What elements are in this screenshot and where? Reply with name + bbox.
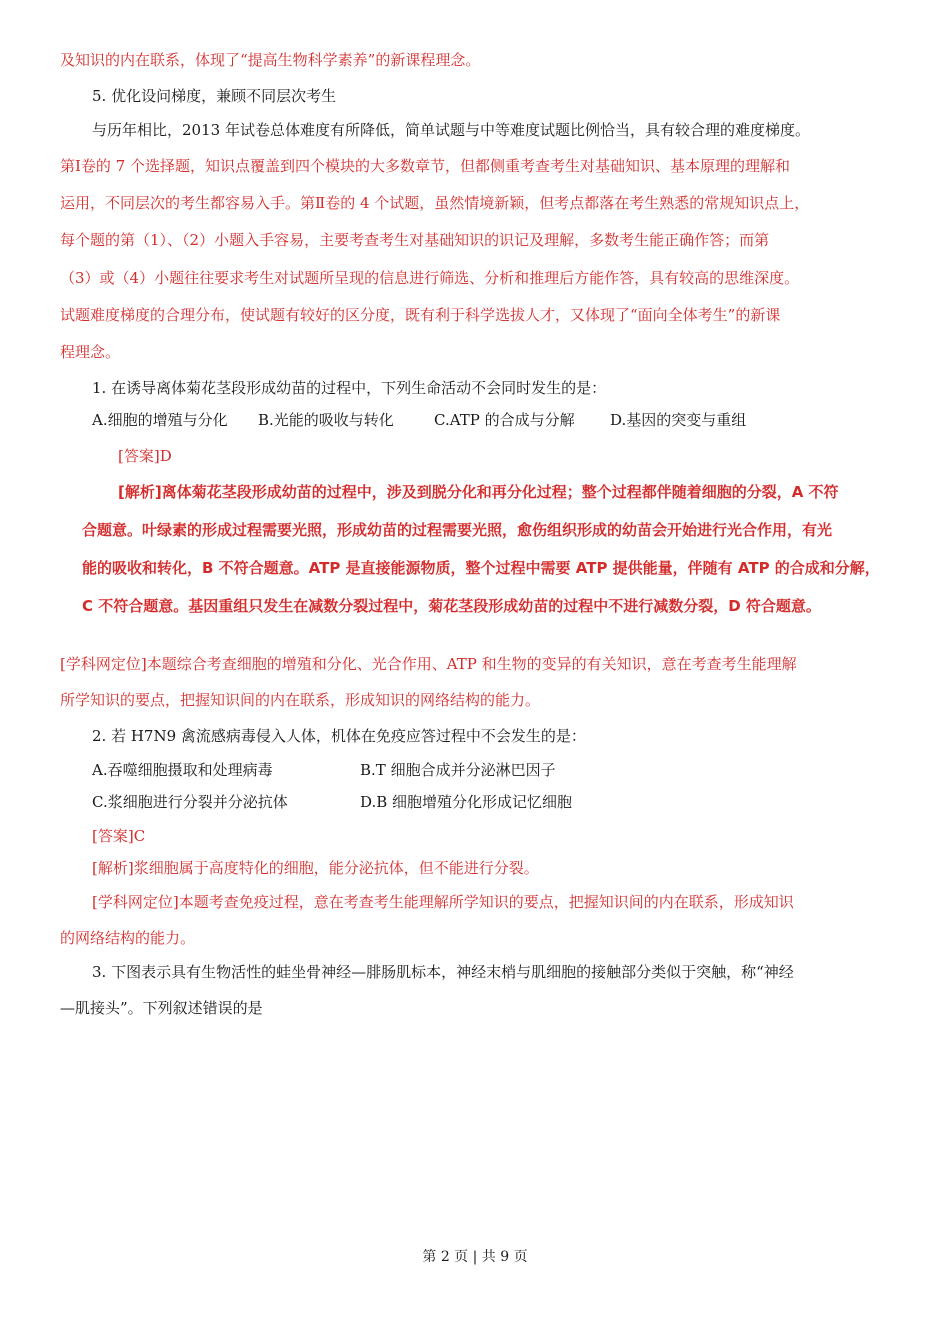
intro-p4: 每个题的第（1）、（2）小题入手容易，主要考查考生对基础知识的识记及理解，多数考生能正确作答；而第 <box>60 231 770 249</box>
intro-p2: 第Ⅰ卷的 7 个选择题，知识点覆盖到四个模块的大多数章节，但都侧重考查考生对基础知识、基本原理的理解和 <box>60 157 791 175</box>
q1-option-a: A.细胞的增殖与分化 <box>92 411 228 429</box>
intro-p7: 程理念。 <box>60 343 121 361</box>
q1-option-c: C.ATP 的合成与分解 <box>434 411 575 429</box>
q2-option-b: B.T 细胞合成并分泌淋巴因子 <box>360 761 556 779</box>
q1-answer: [答案]D <box>118 447 172 465</box>
q2-option-d: D.B 细胞增殖分化形成记忆细胞 <box>360 793 573 811</box>
intro-p6: 试题难度梯度的合理分布，使试题有较好的区分度，既有利于科学选拔人才，又体现了“面向全体考生”的新课 <box>60 306 781 324</box>
q1-explanation-1: [解析]离体菊花茎段形成幼苗的过程中，涉及到脱分化和再分化过程；整个过程都伴随着细胞的分裂，A 不符 <box>118 483 839 501</box>
q3-stem-2: —肌接头”。下列叙述错误的是 <box>60 999 263 1017</box>
q1-explanation-3: 能的吸收和转化，B 不符合题意。ATP 是直接能源物质，整个过程中需要 ATP 提供能量，伴随有 ATP 的合成和分解， <box>82 559 880 577</box>
q2-answer: [答案]C <box>92 827 146 845</box>
intro-p5: （3）或（4）小题往往要求考生对试题所呈现的信息进行筛选、分析和推理后方能作答，具有较高的思维深度。 <box>60 269 800 287</box>
q1-explanation-4: C 不符合题意。基因重组只发生在减数分裂过程中，菊花茎段形成幼苗的过程中不进行减数分裂，D 符合题意。 <box>82 597 821 615</box>
q2-stem: 2. 若 H7N9 禽流感病毒侵入人体，机体在免疫应答过程中不会发生的是： <box>92 727 586 745</box>
q2-location-1: [学科网定位]本题考查免疫过程，意在考查考生能理解所学知识的要点，把握知识间的内在联系，形成知识 <box>92 893 794 911</box>
q1-option-d: D.基因的突变与重组 <box>610 411 747 429</box>
q3-stem-1: 3. 下图表示具有生物活性的蛙坐骨神经—腓肠肌标本，神经末梢与肌细胞的接触部分类似于突触，称“神经 <box>92 963 794 981</box>
q2-explanation: [解析]浆细胞属于高度特化的细胞，能分泌抗体，但不能进行分裂。 <box>92 859 539 877</box>
q1-location-2: 所学知识的要点，把握知识间的内在联系，形成知识的网络结构的能力。 <box>60 691 541 709</box>
intro-line1: 及知识的内在联系，体现了“提高生物科学素养”的新课程理念。 <box>60 51 481 69</box>
q1-location-1: [学科网定位]本题综合考查细胞的增殖和分化、光合作用、ATP 和生物的变异的有关知识，意在考查考生能理解 <box>60 655 797 673</box>
intro-p1: 与历年相比，2013 年试卷总体难度有所降低，简单试题与中等难度试题比例恰当，具有较合理的难度梯度。 <box>92 121 810 139</box>
q2-option-c: C.浆细胞进行分裂并分泌抗体 <box>92 793 288 811</box>
q1-explanation-2: 合题意。叶绿素的形成过程需要光照，形成幼苗的过程需要光照，愈伤组织形成的幼苗会开始进行光合作用，有光 <box>82 521 833 539</box>
q2-location-2: 的网络结构的能力。 <box>60 929 196 947</box>
heading-5: 5. 优化设问梯度，兼顾不同层次考生 <box>92 87 337 105</box>
intro-p3: 运用，不同层次的考生都容易入手。第Ⅱ卷的 4 个试题，虽然情境新颖，但考点都落在考生熟悉的常规知识点上， <box>60 194 810 212</box>
q2-option-a: A.吞噬细胞摄取和处理病毒 <box>92 761 273 779</box>
page-footer: 第 2 页 | 共 9 页 <box>422 1249 528 1265</box>
q1-stem: 1. 在诱导离体菊花茎段形成幼苗的过程中，下列生命活动不会同时发生的是： <box>92 379 607 397</box>
q1-option-b: B.光能的吸收与转化 <box>258 411 394 429</box>
